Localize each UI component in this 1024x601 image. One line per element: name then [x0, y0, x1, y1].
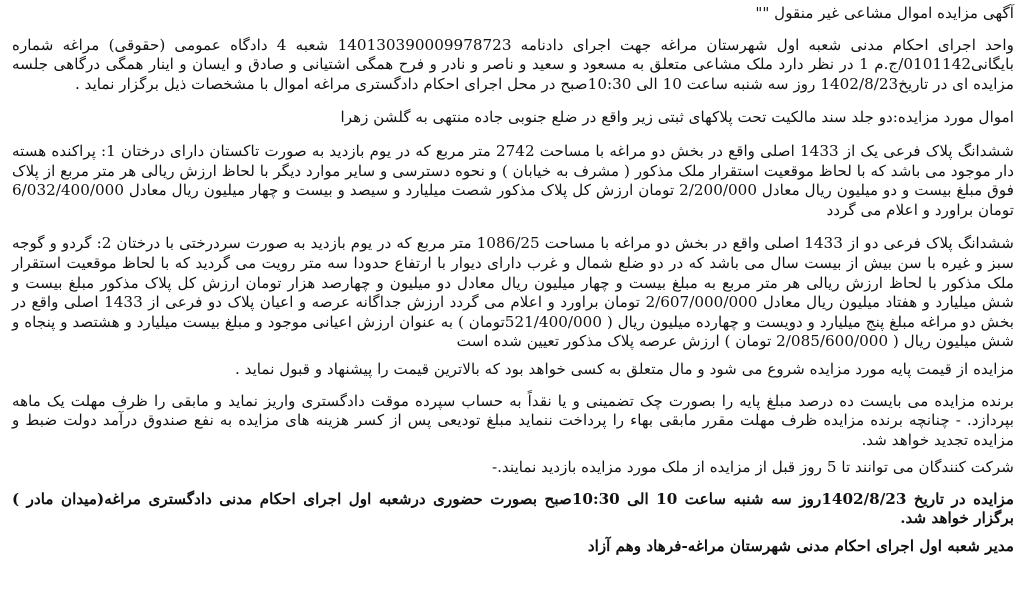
lot-2-paragraph: ششدانگ پلاک فرعی دو از 1433 اصلی واقع در بخش دو مراغه با مساحت 1086/25 متر مربع که در یوم بازدید به صورت سردرختی با درختان 2: گردو و گوجه سبز و غیره با سن بیش از بیست سال می باشد که در دو ضلع شمال و غرب دارای دیوار با ارتفاع حدودا سه متر رویت می گردید که با لحاظ موقعیت استقرار ملک مذکور با لحاظ ارزش ریالی هر متر مربع به مبلغ بیست و چهار میلیون ریال معادل دو میلیون و چهارصد هزار تومان ارزش کل پلاک مذکور مبلغ بیست و شش میلیارد و هفتاد میلیون ریال معادل 2/607/000/000 تومان براورد و اعلام می گردد ارزش جداگانه عرصه و اعیان پلاک دو فرعی از 1433 اصلی واقع در بخش دو مراغه مبلغ پنج میلیارد و دویست و چهارده میلیون ریال ( 521/400/000تومان ) به عنوان ارزش اعیانی موجود و مبلغ بیست میلیارد و هشتصد و پنجاه و شش میلیون ریال ( 2/085/600/000 تومان ) ارزش عرصه پلاک مذکور تعیین شده است — [12, 234, 1015, 351]
base-price-paragraph: مزایده از قیمت پایه مورد مزایده شروع می شود و مال متعلق به کسی خواهد بود که بالاترین قیمت را پیشنهاد و قبول نماید . — [234, 359, 1014, 378]
auction-time-paragraph: مزایده در تاریخ 1402/8/23روز سه شنبه ساعت 10 الی 10:30صبح بصورت حضوری درشعبه اول اجرای احکام مدنی دادگستری مراغه(میدان مادر ) برگزار خواهد شد. — [12, 489, 1014, 528]
property-heading: اموال مورد مزایده:دو جلد سند مالکیت تحت پلاکهای ثبتی زیر واقع در ضلع جنوبی جاده منتهی به گلشن زهرا — [340, 108, 1014, 127]
payment-terms-paragraph: برنده مزایده می بایست ده درصد مبلغ پایه را بصورت چک تضمینی و یا نقداً به حساب سپرده موقت دادگستری واریز نماید و مابقی را ظرف مهلت یک ماهه بپردازد. - چنانچه برنده مزایده ظرف مهلت مقرر مابقی بهاء را پرداخت ننماید مبلغ تودیعی پس از کسر هزینه های مزایده به نفع صندوق درآمد دولت ضبط و مزایده تجدید خواهد شد. — [12, 391, 1014, 449]
lot-1-paragraph: ششدانگ پلاک فرعی یک از 1433 اصلی واقع در بخش دو مراغه با مساحت 2742 متر مربع که در یوم بازدید به صورت تاکستان دارای درختان 1: پراکنده هسته دار موجود می باشد که با لحاظ موقعیت استقرار ملک مذکور ( مشرف به خیابان ) و نحوه دسترسی و سایر موارد دیگر با لحاظ ارزش ریالی هر متر مربع از پلاک فوق مبلغ بیست و دو میلیون ریال معادل 2/200/000 تومان ارزش کل پلاک مذکور شصت میلیارد و سیصد و بیست و چهار میلیون ریال معادل 6/032/400/000 تومان براورد و اعلام می گردد — [12, 141, 1015, 219]
auction-notice — [12, 4, 1014, 557]
intro-paragraph: واحد اجرای احکام مدنی شعبه اول شهرستان مراغه جهت اجرای دادنامه 140130390009978723 شعبه 4 دادگاه عمومی (حقوقی) مراغه شماره بایگانی0101142/ج.م 1 در نظر دارد ملک مشاعی متعلق به مسعود و سعید و ناصر و نادر و فرح همگی اشتیانی و صادق و ایسان و اینار همگی درگاهی جلسه مزایده ای در تاریخ1402/8/23 روز سه شنبه ساعت 10 الی 10:30صبح در محل اجرای احکام دادگستری مراغه اموال با مشخصات ذیل برگزار نماید . — [12, 35, 1014, 93]
visit-note: شرکت کنندگان می توانند تا 5 روز قبل از مزایده از ملک مورد مزایده بازدید نمایند.- — [491, 458, 1014, 477]
signature-line: مدیر شعبه اول اجرای احکام مدنی شهرستان مراغه-فرهاد وهم آزاد — [587, 537, 1014, 556]
notice-title: آگهی مزایده اموال مشاعی غیر منقول "" — [755, 4, 1014, 22]
